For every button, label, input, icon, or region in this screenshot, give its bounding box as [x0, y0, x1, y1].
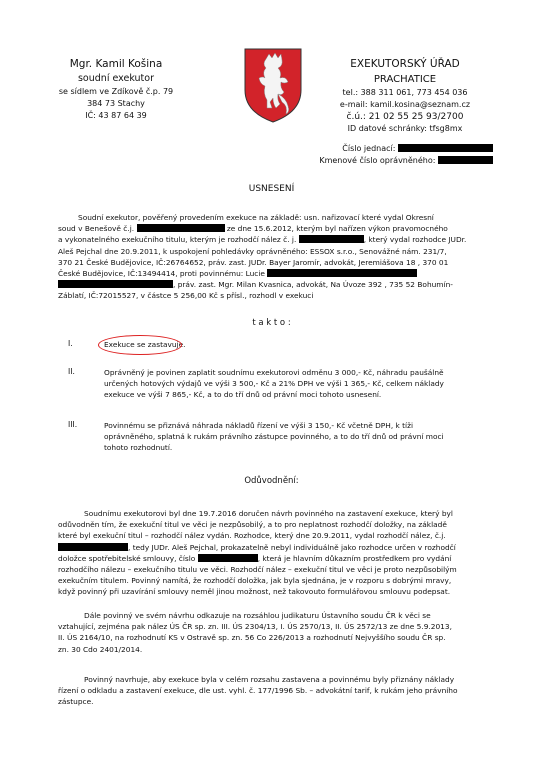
item-text: Povinnému se přiznává náhrada nákladů řízení ve výši 3 150,- Kč včetně DPH, k tíži oprávněného, splatná k rukám právního zástupce povinného, a to do tří dnů od právní moci tohoto rozhodnutí.	[104, 421, 444, 453]
executor-address-1: se sídlem ve Zdíkově č.p. 79	[58, 87, 174, 96]
redaction-bar	[267, 269, 417, 277]
document-title: USNESENÍ	[248, 184, 295, 194]
item-number: I.	[68, 339, 73, 348]
takto-heading: t a k t o :	[252, 318, 291, 328]
intro-line: a vykonatelného exekučního titulu, kterým je rozhodčí nález č. j. , který vydal rozhodce JUDr.	[58, 235, 467, 245]
office-name: EXEKUTORSKÝ ÚŘAD	[350, 58, 460, 70]
office-phone: tel.: 388 311 061, 773 454 036	[342, 88, 468, 97]
office-account: č.ú.: 21 02 55 25 93/2700	[346, 112, 464, 122]
redaction-bar	[299, 235, 364, 243]
item-text: Exekuce se zastavuje.	[104, 339, 494, 350]
intro-line: soud v Benešově č.j. ze dne 15.6.2012, kterým byl nařízen výkon pravomocného	[58, 224, 448, 234]
reasons-paragraph-3: Povinný navrhuje, aby exekuce byla v celém rozsahu zastavena a povinnému byly přiznány náklady řízení o odkladu a zastavení exekuce, dle ust. vyhl. č. 177/1996 Sb. – advokátní tarif, k rukám jeho právního zástupce.	[58, 675, 458, 707]
header-right	[330, 57, 480, 135]
case-number-label: Číslo jednací:	[342, 144, 396, 153]
redaction-bar	[438, 156, 493, 164]
reasons-heading: Odůvodnění:	[244, 476, 299, 486]
intro-line: , práv. zast. Mgr. Milan Kvasnica, advokát, Na Úvoze 392 , 735 52 Bohumín-	[58, 279, 492, 290]
office-city: PRACHATICE	[373, 74, 437, 85]
authorized-number-row	[319, 156, 493, 165]
redaction-bar	[58, 543, 128, 551]
reasons-paragraph-2: Dále povinný ve svém návrhu odkazuje na rozsáhlou judikaturu Ústavního soudu ČR k věci se vztahující, zejména pak nález ÚS ČR sp. zn. III. ÚS 2304/13, I. ÚS 2570/13, II. ÚS 2572/13 ze dne 5.9.2013, II. ÚS 2164/10, na rozhodnutí KS v Ostravě sp. zn. 56 Co 226/2013 a rozhodnutí Nejvyššího soudu ČR sp. zn. 30 Cdo 2401/2014.	[58, 611, 452, 654]
intro-line: České Budějovice, IČ:13494414, proti povinnému: Lucie	[58, 268, 492, 279]
red-circle-annotation	[98, 335, 182, 355]
item-text: Oprávněný je povinen zaplatit soudnímu exekutorovi odměnu 3 000,- Kč, náhradu paušálně určených hotových výdajů ve výši 3 500,- Kč a 21% DPH ve výši 1 365,- Kč, celkem náklady exekuce ve výši 7 865,- Kč, a to do tří dnů od právní moci tohoto usnesení.	[104, 368, 444, 400]
intro-line: Aleš Pejchal dne 20.9.2011, k uspokojení pohledávky oprávněného: ESSOX s.r.o., Senovážné nám. 231/7,	[58, 246, 447, 256]
executor-name: Mgr. Kamil Košina	[69, 58, 163, 70]
redaction-bar	[137, 224, 225, 232]
office-email: e-mail: kamil.kosina@seznam.cz	[339, 100, 471, 109]
reasons-paragraph-1: Soudnímu exekutorovi byl dne 19.7.2016 doručen návrh povinného na zastavení exekuce, který byl odůvodněn tím, že exekuční titul ve věci je nezpůsobilý, a to pro neplatnost rozhodčí doložky, na základě které byl exekuční titul – rozhodčí nález vydán. Rozhodce, který dne 20.9.2011, vydal rozhodčí nález, č.j. , tedy JUDr. Aleš Pejchal, prokazatelně nebyl individuálně jako rozhodce určen v rozhodčí doložce spotřebitelské smlouvy, číslo , která je hlavním důkazním prostředkem pro vydání rozhodčího nálezu – exekučního titulu ve věci. Rozhodčí nález – exekuční titul ve věci je proto nezpůsobilým exekučním titulem. Povinný namítá, že rozhodčí doložka, jak byla sjednána, je v rozporu s dobrými mravy, když povinný při uzavírání smlouvy neměl jinou možnost, než takovouto formulářovou smlouvu podepsat.	[58, 509, 457, 597]
executor-ico: IČ: 43 87 64 39	[85, 111, 147, 120]
intro-line: Soudní exekutor, pověřený provedením exekuce na základě: usn. nařizovací které vydal Okresní	[78, 213, 434, 222]
header-left	[36, 57, 196, 122]
item-number: III.	[68, 420, 78, 429]
intro-paragraph	[58, 212, 492, 302]
authorized-number-label: Kmenové číslo oprávněného:	[319, 156, 436, 165]
redaction-bar	[58, 280, 173, 288]
executor-role: soudní exekutor	[77, 73, 155, 84]
redaction-bar	[398, 144, 493, 152]
czech-lion-emblem-icon	[242, 46, 304, 124]
intro-line: Záblatí, IČ:72015527, v částce 5 256,00 Kč s přísl., rozhodl v exekuci	[58, 291, 314, 301]
intro-line: 370 21 České Budějovice, IČ:26764652, práv. zast. JUDr. Bayer Jaromír, advokát, Jeremiášova 18 , 370 01	[58, 257, 449, 267]
case-number-row	[342, 144, 493, 153]
office-databox: ID datové schránky: tfsg8mx	[347, 124, 463, 133]
executor-address-2: 384 73 Stachy	[87, 99, 145, 108]
redaction-bar	[198, 554, 258, 562]
item-number: II.	[68, 367, 75, 376]
